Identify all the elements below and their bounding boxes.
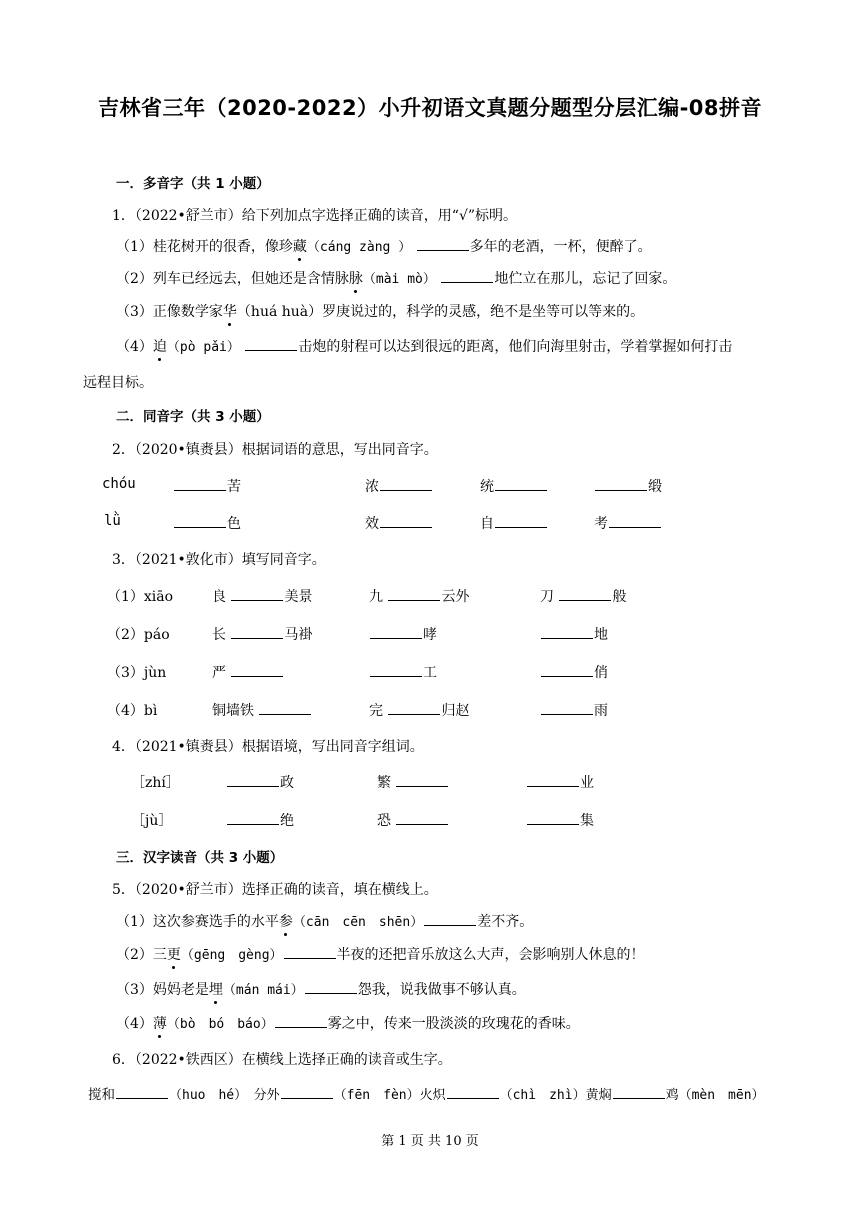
dotted-char: 参 bbox=[279, 911, 293, 931]
question-1-item-3: （3）正像数学家华（huá huà）罗庚说过的，科学的灵感，绝不是坐等可以等来的。 bbox=[116, 301, 644, 321]
question-5-stem: 5．（2020•舒兰市）选择正确的读音，填在横线上。 bbox=[112, 882, 438, 898]
answer-blank[interactable] bbox=[527, 810, 579, 825]
pinyin-label: lǜ bbox=[104, 513, 121, 529]
answer-blank[interactable] bbox=[595, 476, 647, 491]
question-5-item-1: （1）这次参赛选手的水平参（cān cēn shēn） 差不齐。 bbox=[116, 911, 533, 931]
question-1-item-1: （1）桂花树开的很香，像珍藏（cáng zàng ） 多年的老酒，一杯，便醉了。 bbox=[116, 236, 652, 256]
answer-blank[interactable] bbox=[370, 624, 422, 639]
answer-blank[interactable] bbox=[231, 586, 283, 601]
answer-blank[interactable] bbox=[424, 911, 476, 926]
answer-blank[interactable] bbox=[259, 700, 311, 715]
answer-blank[interactable] bbox=[527, 772, 579, 787]
answer-blank[interactable] bbox=[275, 1013, 327, 1028]
answer-blank[interactable] bbox=[305, 979, 357, 994]
answer-blank[interactable] bbox=[245, 336, 297, 351]
answer-blank[interactable] bbox=[559, 586, 611, 601]
answer-blank[interactable] bbox=[541, 624, 593, 639]
pinyin-label: （1）xiāo bbox=[107, 589, 174, 605]
answer-blank[interactable] bbox=[396, 772, 448, 787]
answer-blank[interactable] bbox=[227, 772, 279, 787]
question-3-stem: 3．（2021•敦化市）填写同音字。 bbox=[112, 552, 326, 568]
dotted-char: 薄 bbox=[153, 1013, 167, 1033]
pinyin-label: （3）jùn bbox=[107, 665, 167, 681]
answer-blank[interactable] bbox=[388, 700, 440, 715]
answer-blank[interactable] bbox=[495, 513, 547, 528]
dotted-char: 脉 bbox=[349, 268, 363, 288]
answer-blank[interactable] bbox=[388, 586, 440, 601]
dotted-char: 华 bbox=[223, 301, 237, 321]
pinyin-label: chóu bbox=[102, 476, 136, 492]
question-6-stem: 6．（2022•铁西区）在横线上选择正确的读音或生字。 bbox=[112, 1052, 452, 1068]
section-heading-pronunciation: 三．汉字读音（共 3 小题） bbox=[116, 850, 284, 866]
answer-blank[interactable] bbox=[417, 236, 469, 251]
question-2-stem: 2．（2020•镇赉县）根据词语的意思，写出同音字。 bbox=[112, 442, 438, 458]
pinyin-label: ［zhí］ bbox=[131, 775, 180, 791]
page-title: 吉林省三年（2020-2022）小升初语文真题分题型分层汇编-08拼音 bbox=[97, 96, 763, 120]
answer-blank[interactable] bbox=[447, 1084, 499, 1099]
answer-blank[interactable] bbox=[380, 476, 432, 491]
question-5-item-4: （4）薄（bò bó báo） 雾之中，传来一股淡淡的玫瑰花的香味。 bbox=[116, 1013, 580, 1033]
question-1-stem: 1．（2022•舒兰市）给下列加点字选择正确的读音，用“√”标明。 bbox=[112, 208, 518, 224]
answer-blank[interactable] bbox=[116, 1084, 168, 1099]
answer-blank[interactable] bbox=[380, 513, 432, 528]
answer-blank[interactable] bbox=[609, 513, 661, 528]
question-5-item-3: （3）妈妈老是埋（mán mái） 怨我，说我做事不够认真。 bbox=[116, 979, 526, 999]
answer-blank[interactable] bbox=[227, 810, 279, 825]
answer-blank[interactable] bbox=[231, 624, 283, 639]
answer-blank[interactable] bbox=[396, 810, 448, 825]
section-heading-homophone: 二．同音字（共 3 小题） bbox=[116, 409, 270, 425]
question-5-item-2: （2）三更（gēng gèng） 半夜的还把音乐放这么大声，会影响别人休息的！ bbox=[116, 944, 645, 964]
answer-blank[interactable] bbox=[541, 662, 593, 677]
answer-blank[interactable] bbox=[231, 662, 283, 677]
question-4-stem: 4．（2021•镇赉县）根据语境，写出同音字组词。 bbox=[112, 739, 424, 755]
answer-blank[interactable] bbox=[541, 700, 593, 715]
pinyin-label: ［jù］ bbox=[131, 813, 173, 829]
dotted-char: 藏 bbox=[293, 236, 307, 256]
dotted-char: 更 bbox=[167, 944, 181, 964]
section-heading-polyphone: 一．多音字（共 1 小题） bbox=[116, 176, 270, 192]
pinyin-label: （2）páo bbox=[107, 627, 170, 643]
question-1-item-2: （2）列车已经远去，但她还是含情脉脉（mài mò） 地伫立在那儿，忘记了回家。 bbox=[116, 268, 676, 288]
answer-blank[interactable] bbox=[174, 476, 226, 491]
answer-blank[interactable] bbox=[370, 662, 422, 677]
answer-blank[interactable] bbox=[284, 944, 336, 959]
question-1-item-4: （4）迫（pò pǎi） 击炮的射程可以达到很远的距离，他们向海里射击，学着掌握如何打击 bbox=[116, 336, 732, 356]
question-1-item-4-cont: 远程目标。 bbox=[83, 375, 153, 391]
answer-blank[interactable] bbox=[495, 476, 547, 491]
dotted-char: 埋 bbox=[209, 979, 223, 999]
answer-blank[interactable] bbox=[613, 1084, 665, 1099]
answer-blank[interactable] bbox=[441, 268, 493, 283]
pinyin-label: （4）bì bbox=[107, 703, 158, 719]
page-footer: 第 1 页 共 10 页 bbox=[381, 1134, 479, 1149]
answer-blank[interactable] bbox=[281, 1084, 333, 1099]
question-6-line: 搅和 （huo hé） 分外 （fēn fèn）火炽 （chì zhì）黄焖 鸡（mèn mēn） bbox=[88, 1083, 765, 1103]
answer-blank[interactable] bbox=[174, 513, 226, 528]
dotted-char: 迫 bbox=[153, 336, 167, 356]
